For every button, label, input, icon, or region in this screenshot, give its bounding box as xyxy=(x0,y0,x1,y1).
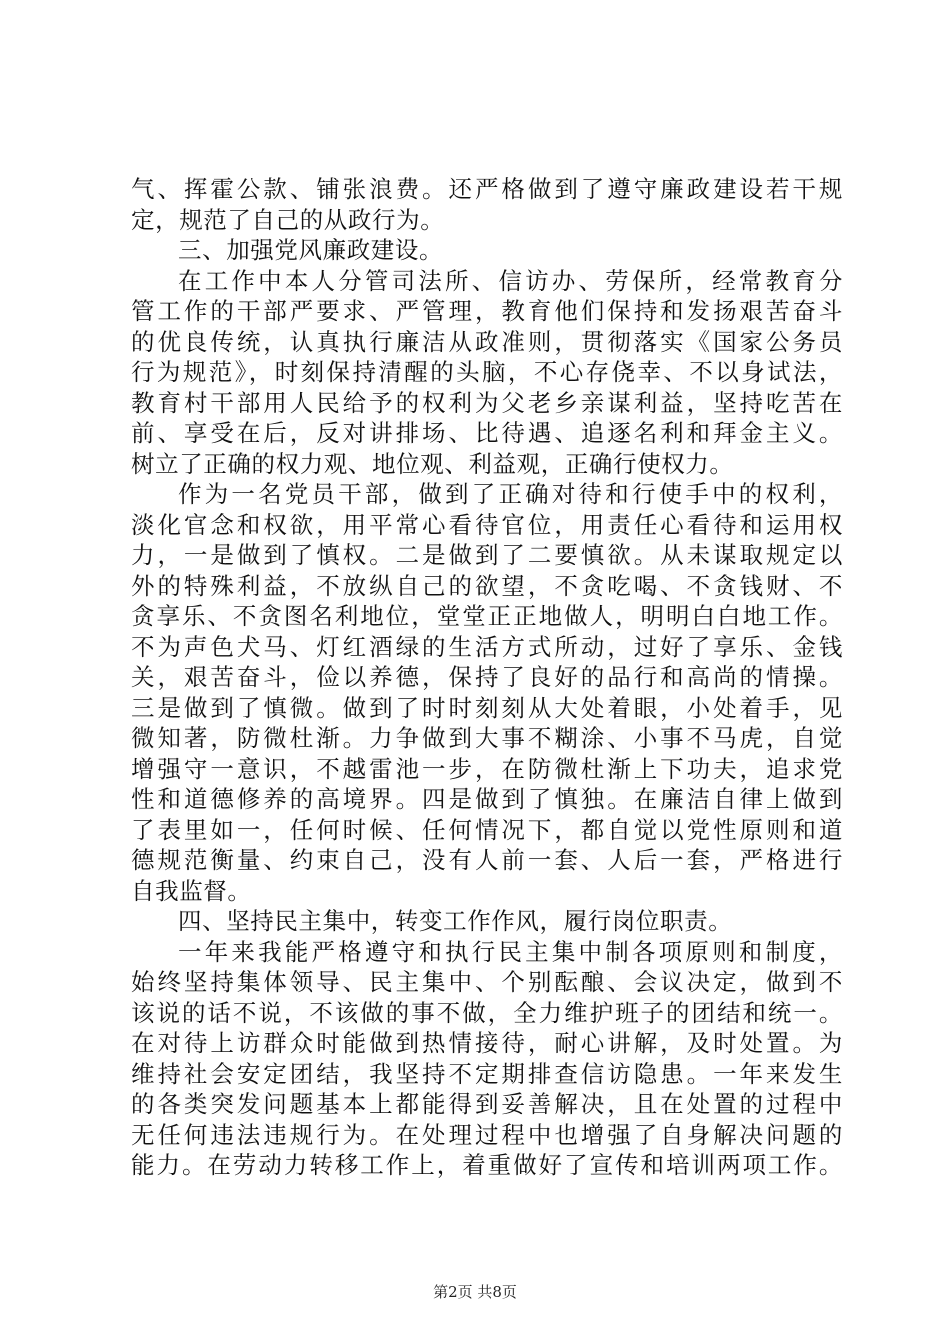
body-line: 始终坚持集体领导、民主集中、个别酝酿、会议决定，做到不 xyxy=(131,968,843,996)
page-number-footer: 第2页 共8页 xyxy=(433,1283,517,1301)
body-line: 力，一是做到了慎权。二是做到了二要慎欲。从未谋取规定以 xyxy=(131,541,843,569)
body-line: 三是做到了慎微。做到了时时刻刻从大处着眼，小处着手，见 xyxy=(131,693,843,722)
body-line: 在对待上访群众时能做到热情接待，耐心讲解，及时处置。为 xyxy=(131,1029,843,1057)
body-line: 管工作的干部严要求、严管理，教育他们保持和发扬艰苦奋斗 xyxy=(131,297,843,325)
body-line: 贪享乐、不贪图名利地位，堂堂正正地做人，明明白白地工作。 xyxy=(131,602,843,630)
body-line: 定，规范了自己的从政行为。 xyxy=(131,205,445,234)
document-body xyxy=(131,174,843,1181)
body-line: 一年来我能严格遵守和执行民主集中制各项原则和制度， xyxy=(178,937,843,966)
body-line: 气、挥霍公款、铺张浪费。还严格做到了遵守廉政建设若干规 xyxy=(131,175,843,203)
body-line: 三、加强党风廉政建设。 xyxy=(178,236,444,264)
body-line: 外的特殊利益，不放纵自己的欲望，不贪吃喝、不贪钱财、不 xyxy=(131,571,843,600)
body-line: 行为规范》，时刻保持清醒的头脑，不心存侥幸、不以身试法， xyxy=(131,358,843,386)
body-line: 教育村干部用人民给予的权利为父老乡亲谋利益，坚持吃苦在 xyxy=(131,388,843,417)
body-line: 的优良传统，认真执行廉洁从政准则，贯彻落实《国家公务员 xyxy=(131,327,843,356)
body-line: 微知著，防微杜渐。力争做到大事不糊涂、小事不马虎，自觉 xyxy=(131,724,843,752)
body-line: 四、坚持民主集中，转变工作作风，履行岗位职责。 xyxy=(178,907,733,935)
body-line: 自我监督。 xyxy=(131,876,252,905)
body-line: 关，艰苦奋斗，俭以养德，保持了良好的品行和高尚的情操。 xyxy=(131,663,843,691)
body-line: 不为声色犬马、灯红酒绿的生活方式所动，过好了享乐、金钱 xyxy=(131,632,843,661)
body-line: 淡化官念和权欲，用平常心看待官位，用责任心看待和运用权 xyxy=(131,510,843,539)
body-line: 维持社会安定团结，我坚持不定期排查信访隐患。一年来发生 xyxy=(131,1059,843,1088)
body-line: 了表里如一，任何时候、任何情况下，都自觉以党性原则和道 xyxy=(131,815,843,844)
body-line: 无任何违法违规行为。在处理过程中也增强了自身解决问题的 xyxy=(131,1120,843,1149)
body-line: 能力。在劳动力转移工作上，着重做好了宣传和培训两项工作。 xyxy=(131,1151,843,1179)
body-line: 前、享受在后，反对讲排场、比待遇、追逐名利和拜金主义。 xyxy=(131,419,843,447)
body-line: 增强守一意识，不越雷池一步，在防微杜渐上下功夫，追求党 xyxy=(131,754,843,783)
body-line: 作为一名党员干部，做到了正确对待和行使手中的权利， xyxy=(178,480,843,508)
body-line: 树立了正确的权力观、地位观、利益观，正确行使权力。 xyxy=(131,449,734,478)
body-line: 在工作中本人分管司法所、信访办、劳保所，经常教育分 xyxy=(178,266,843,295)
body-line: 该说的话不说，不该做的事不做，全力维护班子的团结和统一。 xyxy=(131,998,843,1027)
body-line: 德规范衡量、约束自己，没有人前一套、人后一套，严格进行 xyxy=(131,846,843,874)
body-line: 性和道德修养的高境界。四是做到了慎独。在廉洁自律上做到 xyxy=(131,785,843,813)
body-line: 的各类突发问题基本上都能得到妥善解决，且在处置的过程中 xyxy=(131,1090,843,1118)
